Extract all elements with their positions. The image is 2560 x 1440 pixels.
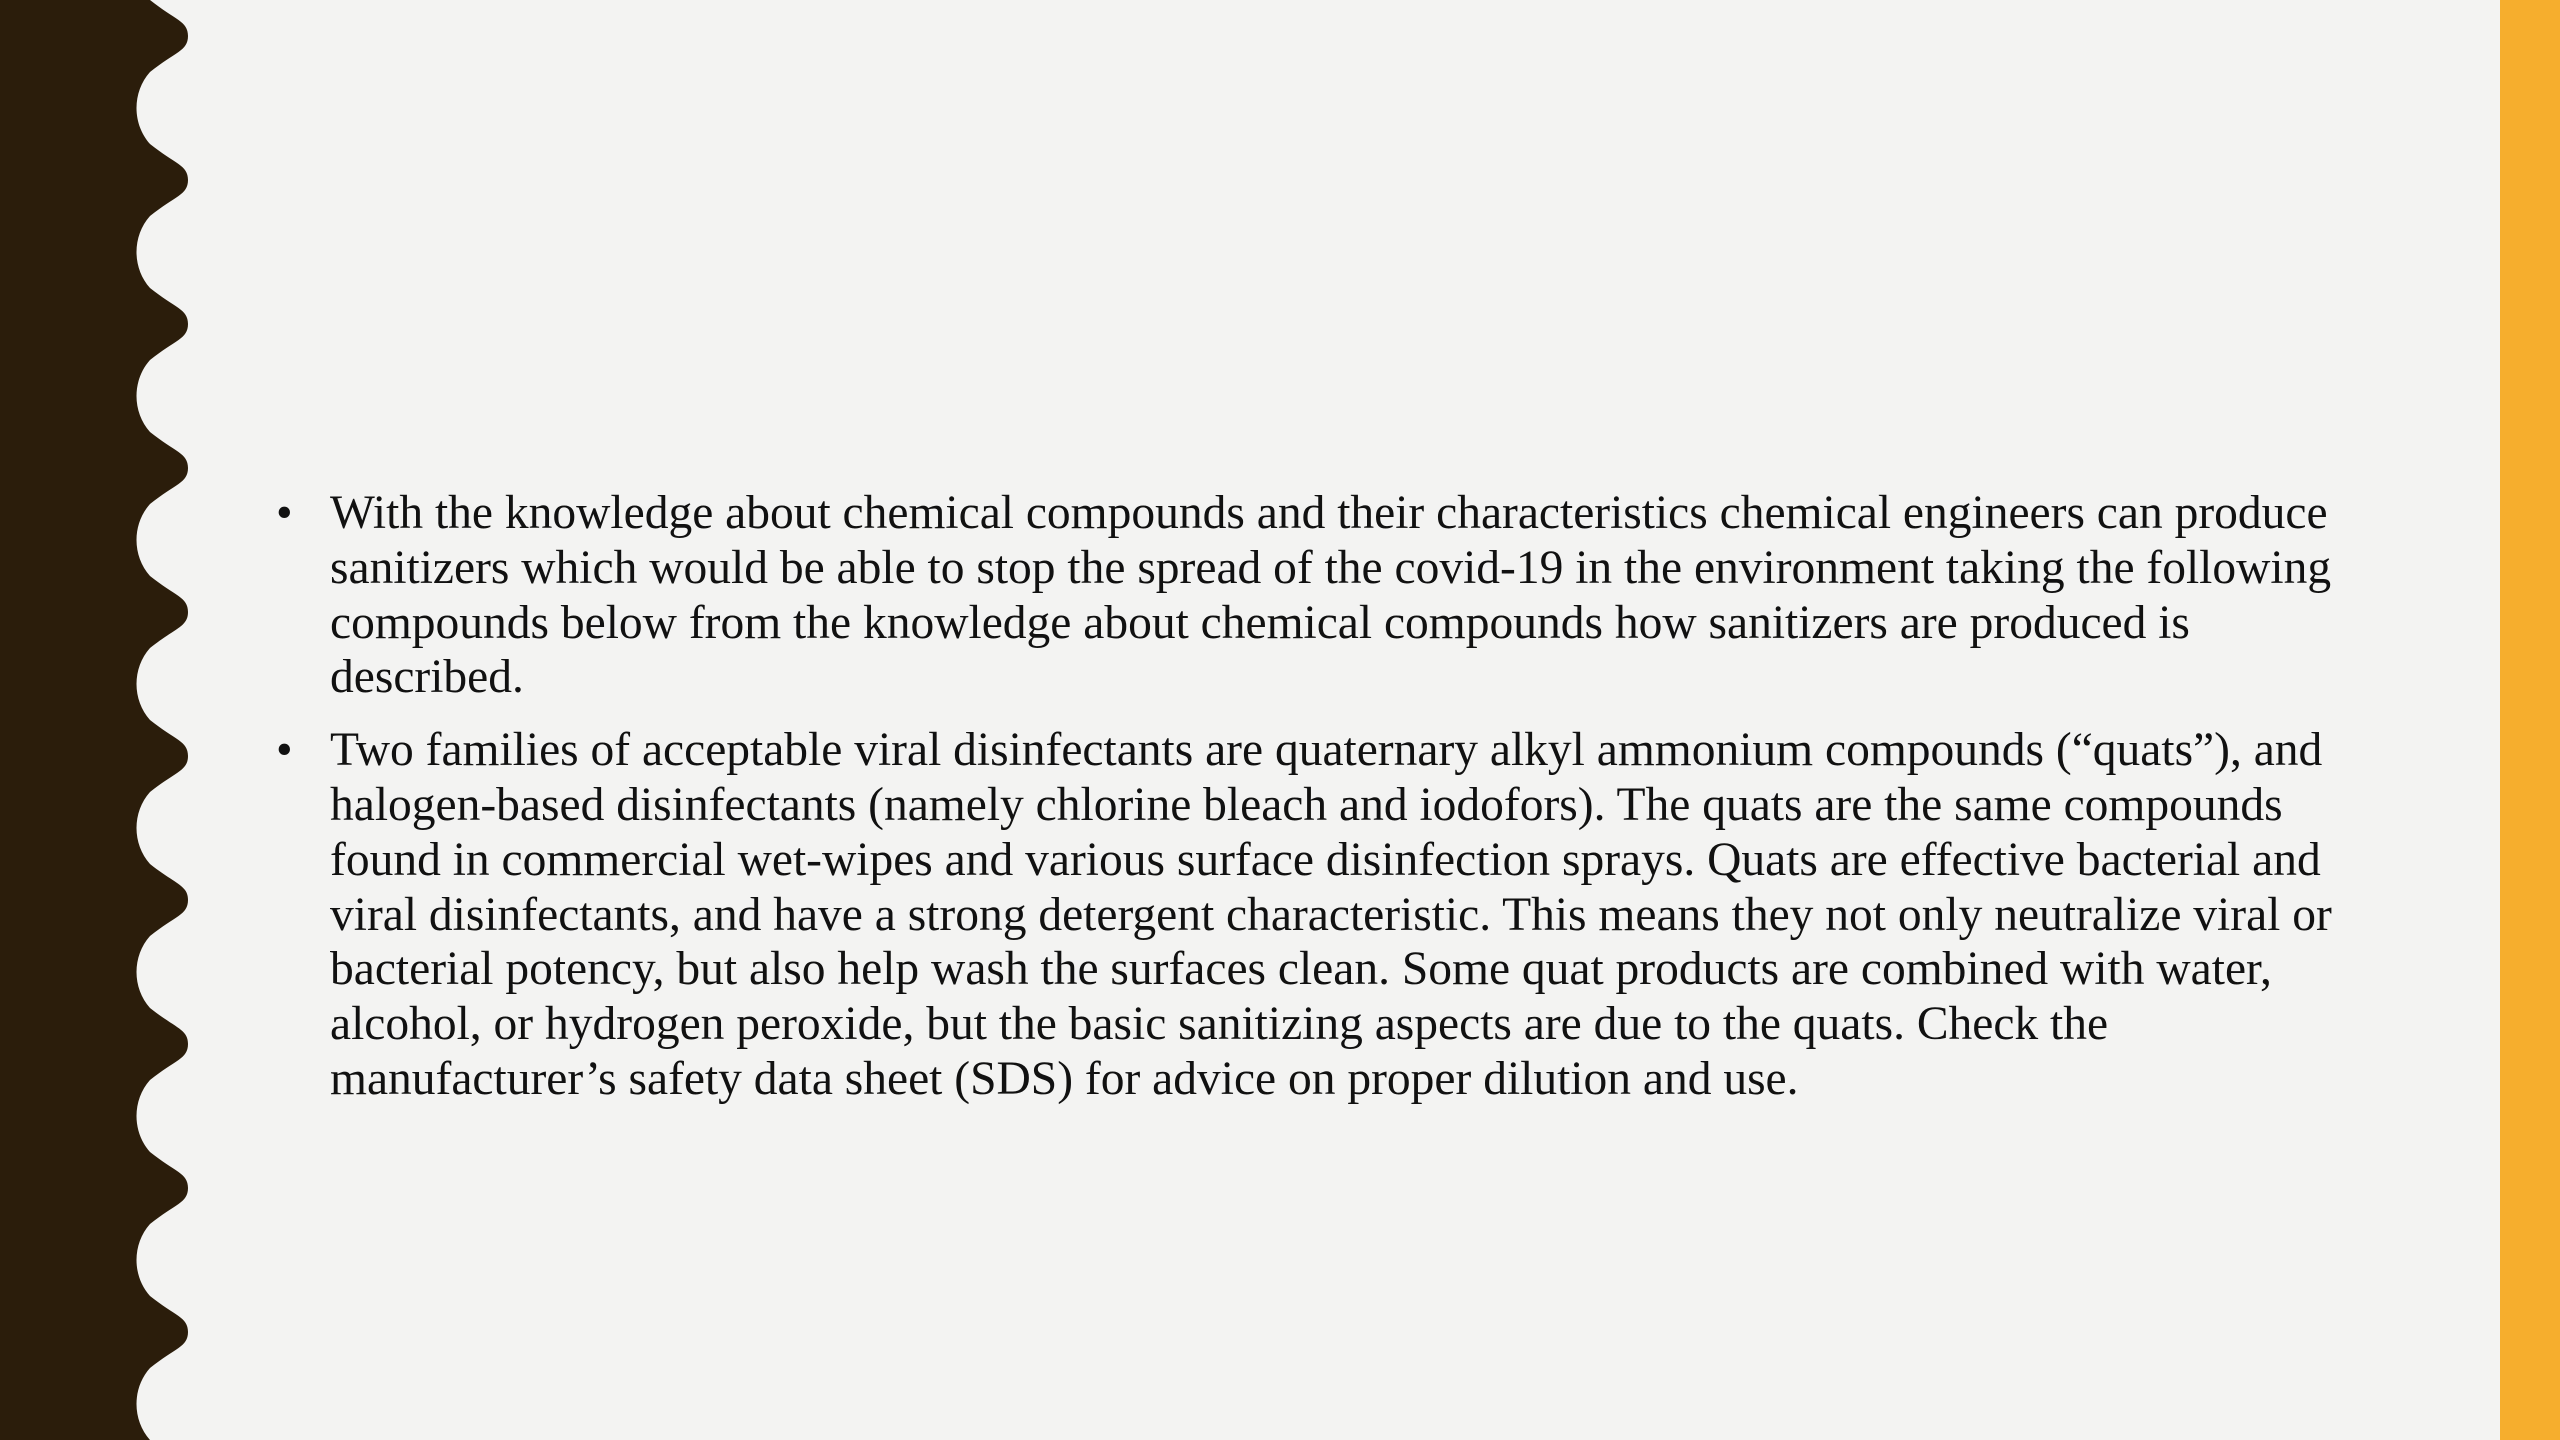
- wavy-border-shape: [0, 0, 188, 1440]
- bullet-item-chemical-engineers: [274, 486, 2394, 705]
- bullet-marker: •: [276, 487, 293, 539]
- bullet-text: Two families of acceptable viral disinfectants are quaternary alkyl ammonium compounds (“quats”), and halogen-based disinfectants (namely chlorine bleach and iodofors). The quats are the same compounds found in commercial wet-wipes and various surface disinfection sprays. Quats are effective bacterial and viral disinfectants, and have a strong detergent characteristic. This means they not only neutralize viral or bacterial potency, but also help wash the surfaces clean. Some quat products are combined with water, alcohol, or hydrogen peroxide, but the basic sanitizing aspects are due to the quats. Check the manufacturer’s safety data sheet (SDS) for advice on proper dilution and use.: [330, 724, 2332, 1105]
- bullet-item-disinfectant-families: [274, 723, 2394, 1107]
- bullet-marker: •: [276, 724, 293, 777]
- bullet-text: With the knowledge about chemical compounds and their characteristics chemical engineers can produce sanitizers which would be able to stop the spread of the covid-19 in the environment taking the following compounds below from the knowledge about chemical compounds how sanitizers are produced is described.: [330, 487, 2332, 704]
- slide-body: [274, 486, 2394, 1125]
- right-accent-bar: [2500, 0, 2560, 1440]
- wavy-left-border: [0, 0, 200, 1440]
- bullet-list: [274, 486, 2394, 1107]
